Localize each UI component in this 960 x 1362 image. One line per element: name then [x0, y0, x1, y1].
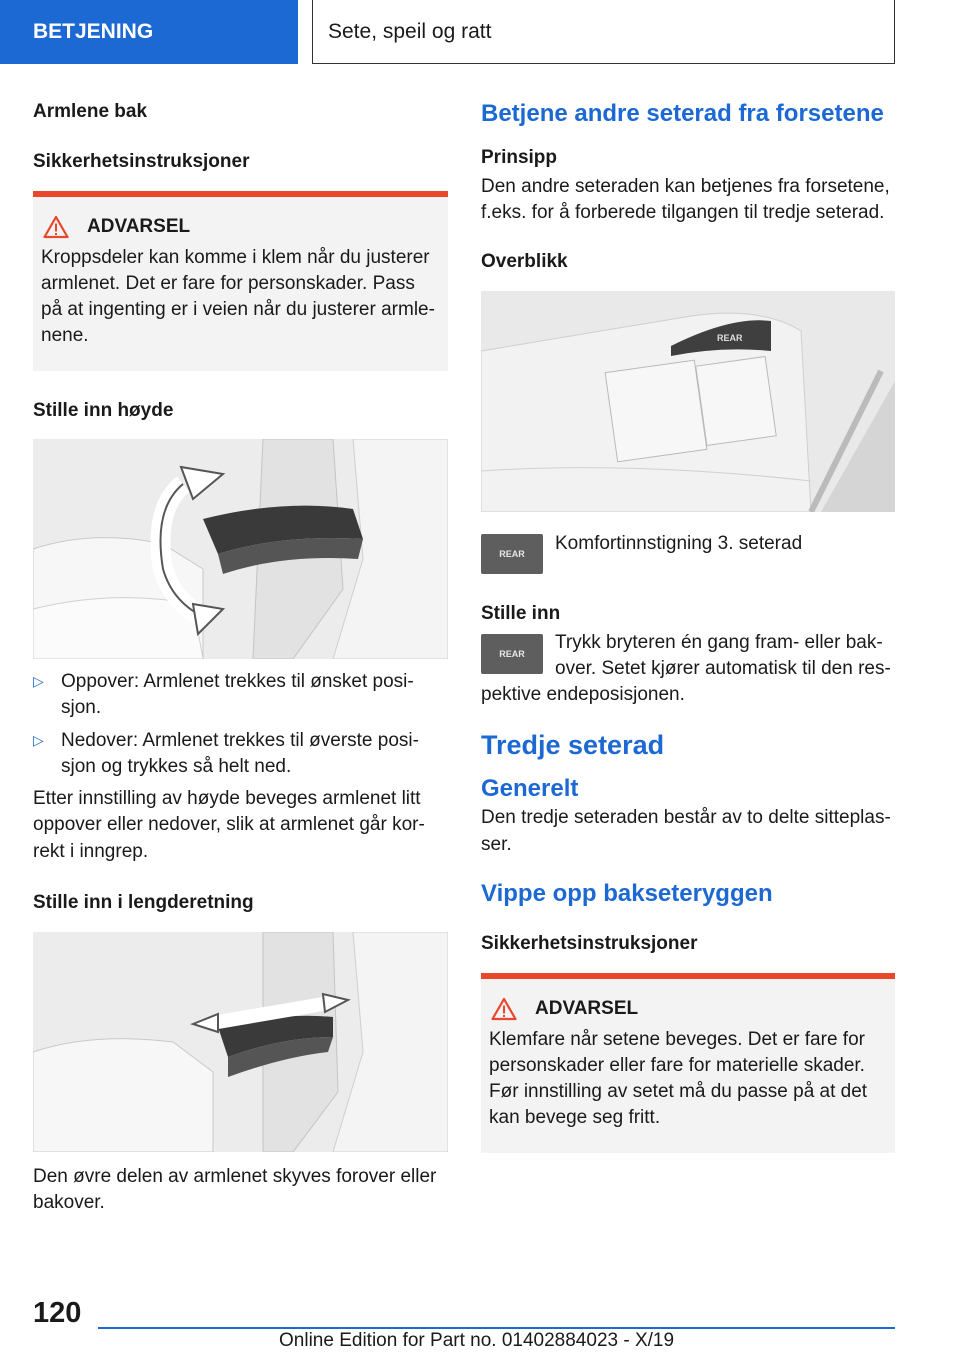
armrest-height-illustration — [33, 439, 448, 659]
triangle-bullet-icon: ▷ — [33, 731, 44, 748]
overview-heading: Overblikk — [481, 251, 568, 273]
length-heading: Stille inn i lengderetning — [33, 891, 254, 913]
bullet-text: Nedover: Armlenet trekkes til øverste posi-sjon og trykkes så helt ned. — [61, 729, 419, 777]
third-row-title: Tredje seterad — [481, 730, 665, 761]
principle-heading: Prinsipp — [481, 147, 558, 168]
height-heading: Stille inn høyde — [33, 399, 174, 421]
safety-heading-right: Sikkerhetsinstruksjoner — [481, 932, 698, 954]
comfort-row — [481, 530, 895, 574]
bullet-text: Oppover: Armlenet trekkes til ønsket posi-sjon. — [61, 671, 414, 719]
adjust-heading: Stille inn — [481, 602, 561, 624]
adjust-block — [481, 630, 895, 709]
height-bullet-list — [33, 669, 448, 780]
fold-title: Vippe opp bakseteryggen — [481, 879, 773, 907]
rear-button-icon: REAR — [481, 634, 543, 674]
section-title: Betjene andre seterad fra forsetene — [481, 100, 884, 127]
rear-switch-drawing — [481, 291, 895, 512]
warning-title: ADVARSEL — [535, 997, 639, 1019]
armrest-title: Armlene bak — [33, 101, 148, 122]
rear-switch-illustration — [481, 291, 895, 512]
armrest-length-drawing — [33, 932, 448, 1152]
general-text: Den tredje seteraden består av to delte sitteplas-ser. — [481, 807, 891, 855]
length-text: Den øvre delen av armlenet skyves forover eller bakover. — [33, 1165, 437, 1213]
triangle-bullet-icon: ▷ — [33, 673, 44, 690]
armrest-height-drawing — [33, 439, 448, 659]
warning-text: Klemfare når setene beveges. Det er fare for personskader eller fare for materielle skader. Før innstilling av setet må du passe på at det kan bevege seg fritt. — [489, 1028, 868, 1129]
safety-heading: Sikkerhetsinstruksjoner — [33, 150, 250, 172]
comfort-text: Komfortinnstigning 3. seterad — [555, 532, 803, 554]
right-column — [481, 100, 895, 1153]
warning-title: ADVARSEL — [87, 215, 191, 237]
warning-triangle-icon — [43, 215, 69, 239]
header-chapter: Sete, speil og ratt — [312, 0, 895, 64]
height-after-text: Etter innstilling av høyde beveges armlenet litt oppover eller nedover, slik at armlenet går kor-rekt i inngrep. — [33, 788, 425, 862]
principle-text: Den andre seteraden kan betjenes fra forsetene, f.eks. for å forberede tilgangen til tredje seterad. — [481, 175, 890, 223]
warning-text: Kroppsdeler kan komme i klem når du justerer armlenet. Det er fare for personskader. Pass på at ingenting er i veien når du justerer armle-nene. — [41, 246, 435, 347]
warning-title-row — [41, 215, 440, 239]
svg-text:REAR: REAR — [717, 332, 743, 343]
general-title: Generelt — [481, 775, 579, 803]
list-item — [33, 728, 448, 780]
page-number: 120 — [33, 1297, 82, 1329]
warning-title-row — [489, 997, 887, 1021]
left-column — [33, 100, 448, 1216]
footer-divider — [98, 1327, 895, 1329]
rear-button-icon: REAR — [481, 534, 543, 574]
header-section: BETJENING — [0, 0, 298, 64]
list-item — [33, 669, 448, 721]
warning-box — [33, 191, 448, 371]
warning-triangle-icon — [491, 997, 517, 1021]
footer-edition: Online Edition for Part no. 01402884023 - X/19 — [279, 1330, 675, 1351]
warning-box-right — [481, 973, 895, 1153]
adjust-text: Trykk bryteren én gang fram- eller bak-over. Setet kjører automatisk til den res-pektive endeposisjonen. — [481, 631, 891, 706]
armrest-length-illustration — [33, 932, 448, 1152]
